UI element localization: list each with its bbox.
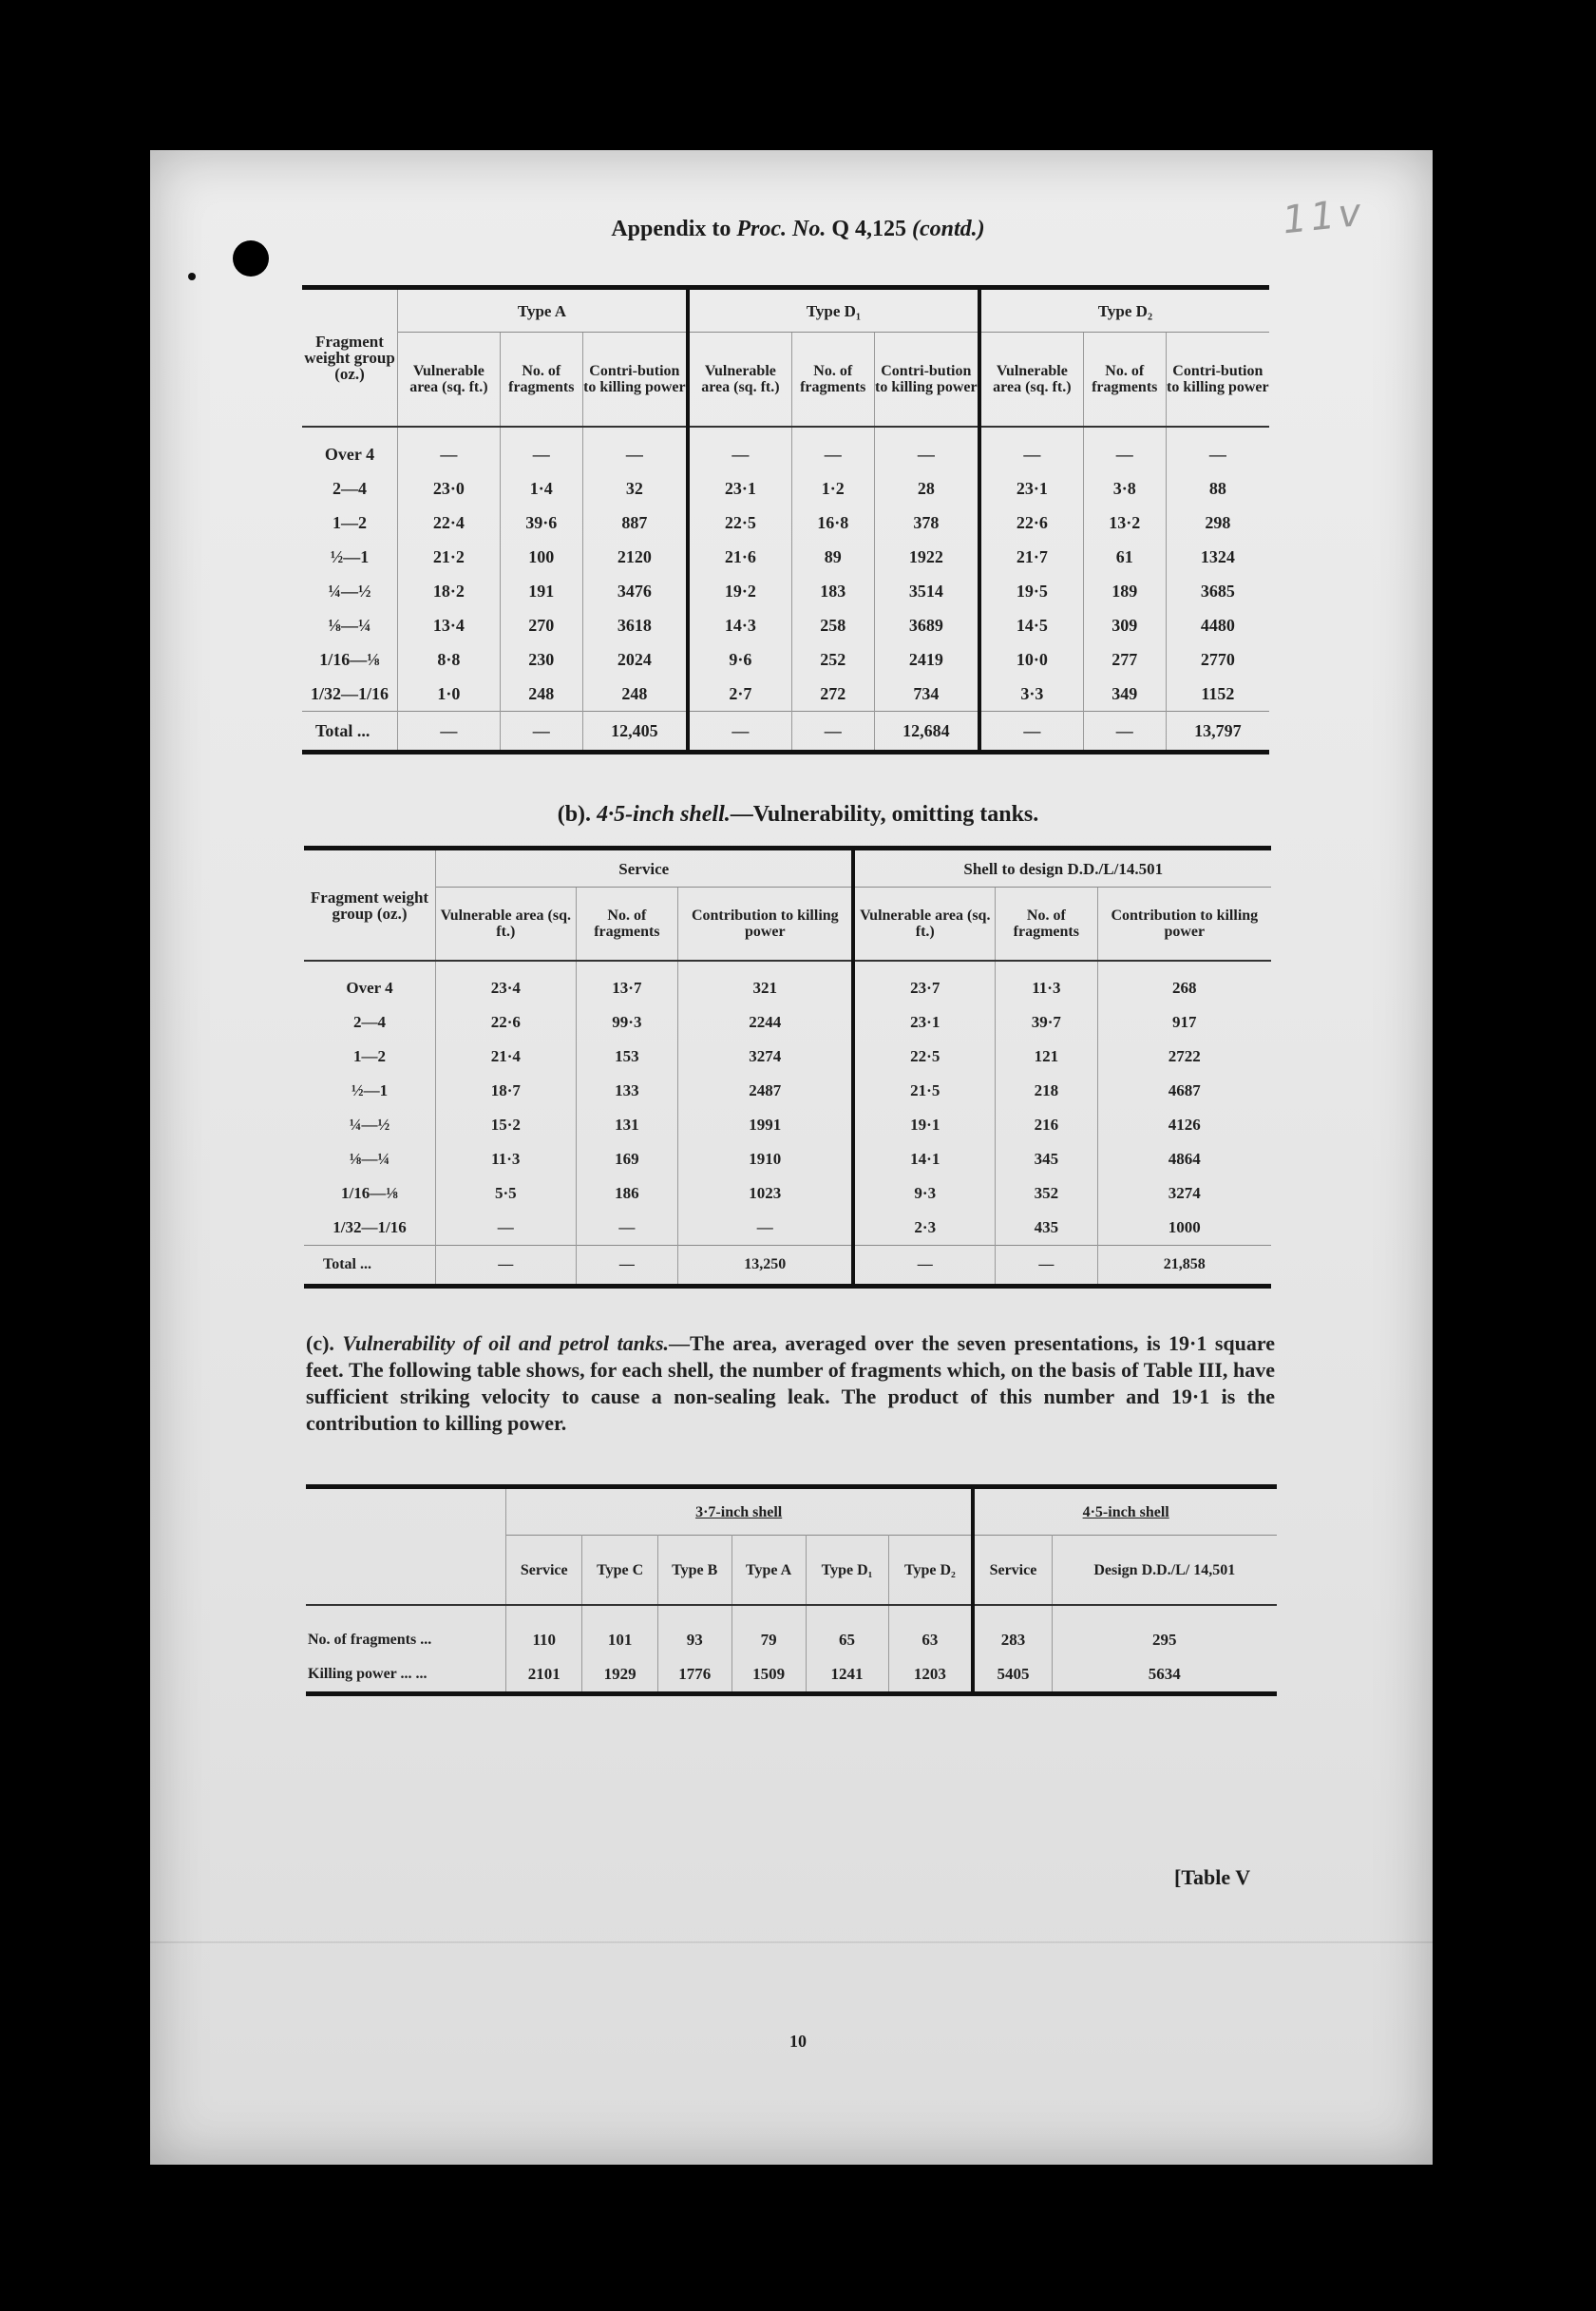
value-cell: 230: [500, 642, 582, 677]
col-header: Design D.D./L/ 14,501: [1052, 1536, 1277, 1606]
value-cell: 1203: [888, 1657, 973, 1694]
value-cell: —: [576, 1211, 678, 1246]
total-value-cell: —: [398, 712, 501, 753]
value-cell: 100: [500, 540, 582, 574]
total-value-cell: —: [688, 712, 791, 753]
value-cell: 22·5: [853, 1040, 995, 1074]
value-cell: 10·0: [979, 642, 1083, 677]
value-cell: 258: [791, 608, 874, 642]
weight-group-cell: 1—2: [302, 506, 398, 540]
value-cell: 65: [806, 1605, 888, 1657]
col-header: Service: [973, 1536, 1052, 1606]
value-cell: 39·7: [996, 1005, 1098, 1040]
value-cell: 21·6: [688, 540, 791, 574]
value-cell: 21·5: [853, 1074, 995, 1108]
section-b-prefix: (b).: [557, 802, 598, 827]
table-row: [306, 1605, 1277, 1657]
value-cell: 5405: [973, 1657, 1052, 1694]
row-label-cell: Killing power ... ...: [306, 1657, 506, 1694]
value-cell: 3514: [874, 574, 979, 608]
value-cell: 23·1: [853, 1005, 995, 1040]
weight-group-cell: 1—2: [304, 1040, 436, 1074]
value-cell: 23·4: [436, 961, 577, 1005]
total-value-cell: 13,797: [1166, 712, 1269, 753]
value-cell: 252: [791, 642, 874, 677]
value-cell: 5634: [1148, 1665, 1181, 1683]
value-cell: 378: [874, 506, 979, 540]
value-cell: 93: [657, 1605, 732, 1657]
total-row: [304, 1246, 1271, 1287]
value-cell: 216: [996, 1108, 1098, 1142]
total-value-cell: —: [791, 712, 874, 753]
value-cell: —: [436, 1211, 577, 1246]
col-header: No. of fragments: [791, 333, 874, 428]
fragment-table-b: [304, 846, 1271, 1289]
tank-table: [306, 1484, 1277, 1696]
value-cell: 153: [576, 1040, 678, 1074]
value-cell: 22·4: [398, 506, 501, 540]
value-cell: 23·1: [688, 471, 791, 506]
value-cell: 349: [1083, 677, 1166, 712]
value-cell: 268: [1172, 979, 1197, 997]
value-cell: 79: [732, 1605, 806, 1657]
col-header: Type B: [657, 1536, 732, 1606]
value-cell: 22·5: [688, 506, 791, 540]
value-cell: 21·4: [436, 1040, 577, 1074]
value-cell: 2487: [678, 1074, 854, 1108]
value-cell: 16·8: [791, 506, 874, 540]
table-row: [302, 642, 1269, 677]
value-cell: 309: [1083, 608, 1166, 642]
value-cell: 2·7: [688, 677, 791, 712]
table-row: [302, 574, 1269, 608]
table-row: [304, 961, 1271, 1005]
value-cell: 99·3: [576, 1005, 678, 1040]
total-value-cell: 12,405: [582, 712, 688, 753]
table-row: [304, 1074, 1271, 1108]
header-number: Q 4,125: [826, 217, 913, 241]
total-value-cell: —: [576, 1246, 678, 1287]
type-header: Type D₁: [688, 288, 979, 333]
value-cell: 277: [1083, 642, 1166, 677]
total-label-cell: Total ...: [302, 712, 398, 753]
value-cell: 1922: [874, 540, 979, 574]
value-cell: 9·3: [853, 1176, 995, 1211]
table-row: [304, 1176, 1271, 1211]
weight-group-cell: 1/32—1/16: [302, 677, 398, 712]
table-row: [304, 1211, 1271, 1246]
section-c-body: —The area, averaged over the seven presentations, is 19·1 square feet. The following table shows, for each shell, the number of fragments which, on the basis of Table III, have sufficient striking velocity to cause a non-sealing leak. The product of this number and 19·1 is the contribution to killing power.: [306, 1331, 1275, 1435]
value-cell: 272: [791, 677, 874, 712]
section-c-paragraph: [306, 1330, 1275, 1437]
value-cell: —: [1208, 444, 1226, 464]
value-cell: 435: [996, 1211, 1098, 1246]
weight-group-cell: 1/16—⅛: [304, 1176, 436, 1211]
value-cell: 1·0: [398, 677, 501, 712]
col-header: Service: [506, 1536, 582, 1606]
weight-group-cell: ⅛—¼: [302, 608, 398, 642]
value-cell: 352: [996, 1176, 1098, 1211]
value-cell: 248: [500, 677, 582, 712]
table-row: [302, 540, 1269, 574]
value-cell: 19·2: [688, 574, 791, 608]
value-cell: 3476: [582, 574, 688, 608]
value-cell: 21·7: [979, 540, 1083, 574]
section-c-prefix: (c).: [306, 1331, 343, 1355]
total-value-cell: 12,684: [874, 712, 979, 753]
col-header: No. of fragments: [996, 888, 1098, 962]
page-header: [0, 217, 1596, 242]
value-cell: —: [1083, 427, 1166, 471]
value-cell: 11·3: [996, 961, 1098, 1005]
value-cell: 21·2: [398, 540, 501, 574]
value-cell: 133: [576, 1074, 678, 1108]
total-label-cell: Total ...: [304, 1246, 436, 1287]
value-cell: 23·7: [853, 961, 995, 1005]
value-cell: 89: [791, 540, 874, 574]
value-cell: 1·4: [500, 471, 582, 506]
value-cell: 19·5: [979, 574, 1083, 608]
type-header: Type A: [398, 288, 688, 333]
total-row: [302, 712, 1269, 753]
value-cell: 734: [874, 677, 979, 712]
value-cell: 2120: [582, 540, 688, 574]
col-header: Type A: [732, 1536, 806, 1606]
total-value-cell: —: [853, 1246, 995, 1287]
value-cell: 3274: [1168, 1184, 1201, 1202]
value-cell: 4480: [1200, 615, 1235, 635]
value-cell: 2·3: [853, 1211, 995, 1246]
table-row: [304, 1005, 1271, 1040]
value-cell: 3685: [1200, 581, 1235, 601]
value-cell: 5·5: [436, 1176, 577, 1211]
group-header-37-text: 3·7-inch shell: [695, 1503, 783, 1520]
value-cell: 191: [500, 574, 582, 608]
group-header-45: [973, 1487, 1277, 1536]
value-cell: 887: [582, 506, 688, 540]
col-header: Contri-bution to killing power: [1166, 333, 1269, 428]
value-cell: —: [500, 427, 582, 471]
col-header: Vulnerable area (sq. ft.): [853, 888, 995, 962]
value-cell: 131: [576, 1108, 678, 1142]
value-cell: 22·6: [436, 1005, 577, 1040]
weight-group-cell: ¼—½: [302, 574, 398, 608]
value-cell: 15·2: [436, 1108, 577, 1142]
value-cell: 1910: [678, 1142, 854, 1176]
value-cell: 3689: [874, 608, 979, 642]
value-cell: 917: [1172, 1013, 1197, 1031]
fragment-table-a: [302, 285, 1269, 754]
value-cell: —: [678, 1211, 854, 1246]
total-value-cell: 21,858: [1097, 1246, 1271, 1287]
value-cell: 2722: [1168, 1047, 1201, 1065]
value-cell: 3·3: [979, 677, 1083, 712]
value-cell: 3·8: [1083, 471, 1166, 506]
group-header: Fragment weight group (oz.): [302, 288, 398, 428]
col-header: No. of fragments: [576, 888, 678, 962]
col-header: Vulnerable area (sq. ft.): [398, 333, 501, 428]
value-cell: 8·8: [398, 642, 501, 677]
value-cell: 1·2: [791, 471, 874, 506]
value-cell: 9·6: [688, 642, 791, 677]
value-cell: 110: [506, 1605, 582, 1657]
value-cell: —: [979, 427, 1083, 471]
value-cell: 321: [678, 961, 854, 1005]
page-fold-line: [150, 1941, 1433, 1943]
type-header: Type D₂: [979, 288, 1269, 333]
col-header: Vulnerable area (sq. ft.): [979, 333, 1083, 428]
value-cell: 4126: [1168, 1116, 1201, 1134]
header-prefix: Appendix to: [611, 217, 737, 241]
value-cell: 101: [582, 1605, 657, 1657]
col-header: Contri-bution to killing power: [582, 333, 688, 428]
weight-group-cell: 2—4: [304, 1005, 436, 1040]
table-row: [302, 506, 1269, 540]
value-cell: 39·6: [500, 506, 582, 540]
value-cell: 2244: [678, 1005, 854, 1040]
value-cell: 28: [874, 471, 979, 506]
col-header: Type C: [582, 1536, 657, 1606]
col-header: Vulnerable area (sq. ft.): [436, 888, 577, 962]
section-b-rest: —Vulnerability, omitting tanks.: [730, 802, 1039, 827]
col-header: Type D₂: [888, 1536, 973, 1606]
value-cell: 218: [996, 1074, 1098, 1108]
value-cell: 1991: [678, 1108, 854, 1142]
value-cell: 1929: [582, 1657, 657, 1694]
value-cell: 4687: [1168, 1081, 1201, 1099]
table-row: [302, 677, 1269, 712]
total-value-cell: —: [979, 712, 1083, 753]
group-header-45-text: 4·5-inch shell: [1082, 1503, 1169, 1520]
table-row: [302, 427, 1269, 471]
weight-group-cell: ½—1: [304, 1074, 436, 1108]
value-cell: 23·1: [979, 471, 1083, 506]
weight-group-cell: 1/32—1/16: [304, 1211, 436, 1246]
continued-marker: [Table V: [1174, 1865, 1251, 1889]
value-cell: 186: [576, 1176, 678, 1211]
value-cell: 22·6: [979, 506, 1083, 540]
value-cell: 4864: [1168, 1150, 1201, 1168]
value-cell: 1152: [1201, 683, 1235, 703]
total-value-cell: —: [436, 1246, 577, 1287]
group-header-37: [506, 1487, 974, 1536]
value-cell: 14·3: [688, 608, 791, 642]
weight-group-cell: ¼—½: [304, 1108, 436, 1142]
col-header: Contribution to killing power: [1097, 888, 1271, 962]
value-cell: 88: [1208, 478, 1226, 498]
table-row: [304, 1108, 1271, 1142]
weight-group-cell: ½—1: [302, 540, 398, 574]
value-cell: 3274: [678, 1040, 854, 1074]
value-cell: 32: [582, 471, 688, 506]
ink-speck: [188, 273, 196, 280]
value-cell: 1776: [657, 1657, 732, 1694]
value-cell: 121: [996, 1040, 1098, 1074]
group-header-design: Shell to design D.D./L/14.501: [853, 849, 1271, 888]
group-header: Fragment weight group (oz.): [304, 849, 436, 962]
section-b-italic: 4·5-inch shell.: [597, 802, 731, 827]
section-c-italic: Vulnerability of oil and petrol tanks.: [342, 1331, 670, 1355]
row-label-cell: No. of fragments ...: [306, 1605, 506, 1657]
weight-group-cell: 1/16—⅛: [302, 642, 398, 677]
table-row: [306, 1657, 1277, 1694]
weight-group-cell: 2—4: [302, 471, 398, 506]
value-cell: 2770: [1200, 649, 1235, 669]
value-cell: 283: [973, 1605, 1052, 1657]
value-cell: 270: [500, 608, 582, 642]
value-cell: 11·3: [436, 1142, 577, 1176]
value-cell: 169: [576, 1142, 678, 1176]
header-proc-label: Proc. No.: [736, 217, 826, 241]
page-number: 10: [789, 2032, 807, 2051]
punch-hole: [233, 240, 269, 277]
value-cell: 2101: [506, 1657, 582, 1694]
section-b-heading: [0, 802, 1596, 828]
value-cell: —: [688, 427, 791, 471]
weight-group-cell: Over 4: [304, 961, 436, 1005]
value-cell: 295: [1152, 1631, 1177, 1649]
value-cell: 3618: [582, 608, 688, 642]
table-row: [302, 471, 1269, 506]
value-cell: —: [398, 427, 501, 471]
value-cell: 1000: [1168, 1218, 1201, 1236]
col-header: Contri-bution to killing power: [874, 333, 979, 428]
header-contd: (contd.): [912, 217, 985, 241]
weight-group-cell: Over 4: [302, 427, 398, 471]
col-header: Contribution to killing power: [678, 888, 854, 962]
table-row: [304, 1142, 1271, 1176]
total-value-cell: —: [1083, 712, 1166, 753]
value-cell: 189: [1083, 574, 1166, 608]
value-cell: 345: [996, 1142, 1098, 1176]
value-cell: 248: [582, 677, 688, 712]
total-value-cell: —: [500, 712, 582, 753]
value-cell: 1241: [806, 1657, 888, 1694]
value-cell: 1023: [678, 1176, 854, 1211]
value-cell: 63: [888, 1605, 973, 1657]
value-cell: 2419: [874, 642, 979, 677]
value-cell: 1324: [1200, 546, 1235, 566]
row-label-header: [306, 1487, 506, 1606]
weight-group-cell: ⅛—¼: [304, 1142, 436, 1176]
value-cell: —: [582, 427, 688, 471]
col-header: Type D₁: [806, 1536, 888, 1606]
value-cell: 18·7: [436, 1074, 577, 1108]
value-cell: 183: [791, 574, 874, 608]
table-row: [302, 608, 1269, 642]
value-cell: —: [791, 427, 874, 471]
value-cell: —: [874, 427, 979, 471]
margin-note: 11v: [1280, 190, 1367, 243]
value-cell: 19·1: [853, 1108, 995, 1142]
col-header: No. of fragments: [1083, 333, 1166, 428]
value-cell: 23·0: [398, 471, 501, 506]
col-header: Vulnerable area (sq. ft.): [688, 333, 791, 428]
value-cell: 13·2: [1083, 506, 1166, 540]
col-header: No. of fragments: [500, 333, 582, 428]
value-cell: 13·7: [576, 961, 678, 1005]
total-value-cell: 13,250: [678, 1246, 854, 1287]
value-cell: 18·2: [398, 574, 501, 608]
value-cell: 1509: [732, 1657, 806, 1694]
group-header-service: Service: [436, 849, 854, 888]
value-cell: 61: [1083, 540, 1166, 574]
value-cell: 298: [1205, 512, 1231, 532]
value-cell: 14·5: [979, 608, 1083, 642]
table-row: [304, 1040, 1271, 1074]
total-value-cell: —: [996, 1246, 1098, 1287]
value-cell: 13·4: [398, 608, 501, 642]
value-cell: 2024: [582, 642, 688, 677]
value-cell: 14·1: [853, 1142, 995, 1176]
